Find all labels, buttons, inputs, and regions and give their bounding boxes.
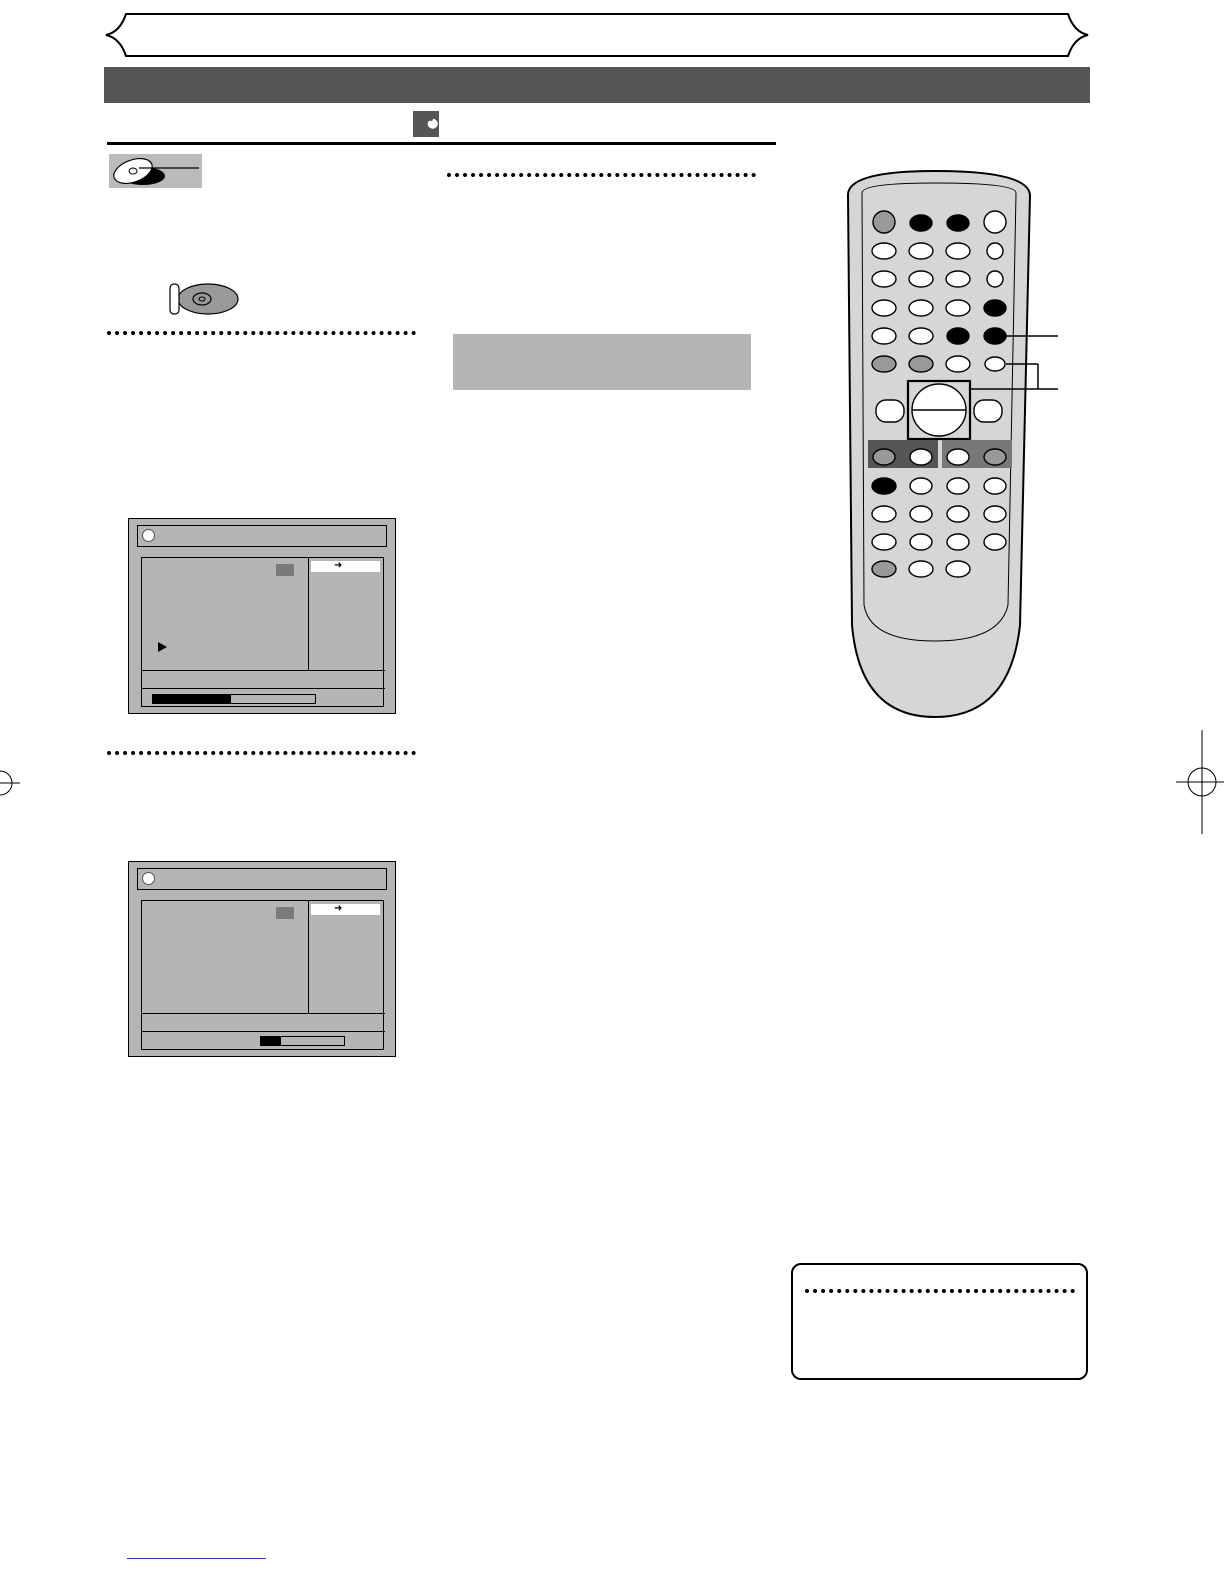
disc-badge bbox=[109, 154, 202, 188]
wrench-icon bbox=[413, 111, 439, 137]
menu-option-selected[interactable] bbox=[311, 904, 380, 915]
menu-value-chip bbox=[276, 907, 294, 919]
menu-value-chip bbox=[276, 564, 294, 576]
tip-box bbox=[791, 1263, 1088, 1380]
menu-body bbox=[141, 557, 384, 707]
dotted-rule bbox=[447, 173, 756, 177]
progress-bar bbox=[152, 694, 316, 704]
section-title-bar bbox=[104, 67, 1090, 103]
subsection-rule bbox=[107, 142, 776, 145]
dotted-rule bbox=[107, 751, 416, 755]
disc-insert-icon bbox=[166, 280, 240, 318]
menu-header bbox=[137, 525, 387, 547]
disc-icon bbox=[109, 154, 202, 188]
dotted-rule bbox=[805, 1289, 1075, 1293]
menu-body bbox=[141, 900, 384, 1050]
registration-mark-icon bbox=[1170, 730, 1224, 834]
arrow-right-icon: ➜ bbox=[334, 903, 343, 914]
arrow-right-icon: ➜ bbox=[334, 560, 343, 571]
dotted-rule bbox=[107, 331, 416, 335]
disc-icon bbox=[142, 529, 155, 542]
progress-fill bbox=[261, 1037, 281, 1045]
remote-control-illustration bbox=[840, 165, 1090, 725]
note-box bbox=[453, 334, 751, 390]
title-banner bbox=[104, 12, 1090, 58]
progress-bar bbox=[260, 1036, 345, 1046]
footer-rule bbox=[127, 1558, 266, 1559]
registration-mark-icon bbox=[0, 765, 20, 801]
menu-screen bbox=[128, 518, 396, 714]
progress-fill bbox=[153, 695, 231, 703]
cursor-arrow-icon bbox=[158, 642, 167, 652]
menu-screen bbox=[128, 861, 396, 1057]
menu-option-selected[interactable] bbox=[311, 561, 380, 572]
disc-icon bbox=[142, 872, 155, 885]
menu-header bbox=[137, 868, 387, 890]
